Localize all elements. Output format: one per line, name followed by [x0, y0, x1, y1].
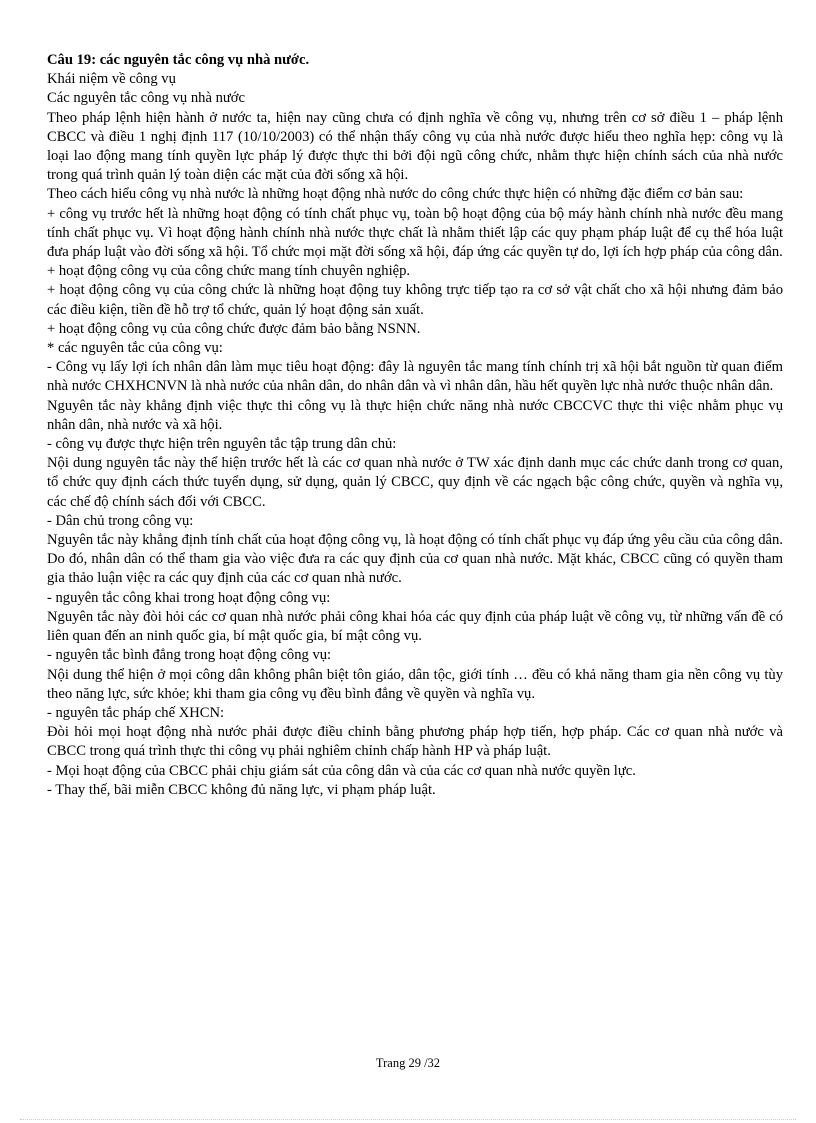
document-body [47, 51, 783, 800]
paragraph: - nguyên tắc bình đẳng trong hoạt động công vụ: [47, 647, 332, 664]
question-title: Câu 19: các nguyên tắc công vụ nhà nước. [47, 52, 310, 68]
paragraph: Nguyên tắc này khẳng định việc thực thi công vụ là thực hiện chức năng nhà nước CBCCVC thực thi việc nhằm phục vụ nhân dân, nhà nước và xã hội. [47, 397, 783, 433]
paragraph: - Mọi hoạt động của CBCC phải chịu giám sát của công dân và của các cơ quan nhà nước quyền lực. [47, 762, 636, 779]
paragraph: - nguyên tắc pháp chế XHCN: [47, 704, 225, 721]
paragraph: Nội dung nguyên tắc này thể hiện trước hết là các cơ quan nhà nước ở TW xác định danh mục các chức danh trong cơ quan, tổ chức quy định cách thức tuyển dụng, sử dụng, quản lý CBCC, quy định về các ngạch bậc công chức, quyền và nghĩa vụ, các chế độ chính sách đối với CBCC. [47, 455, 783, 510]
page-bottom-divider [20, 1119, 796, 1120]
paragraph: Nguyên tắc này đòi hỏi các cơ quan nhà nước phải công khai hóa các quy định của pháp luật về công vụ, từ những vấn đề có liên quan đến an ninh quốc gia, bí mật quốc gia, bí mật công vụ. [47, 608, 783, 645]
paragraph: Khái niệm về công vụ [47, 71, 176, 88]
paragraph: Nội dung thể hiện ở mọi công dân không phân biệt tôn giáo, dân tộc, giới tính … đều có khả năng tham gia nền công vụ tùy theo năng lực, sức khỏe; khi tham gia công vụ đều bình đẳng về quyền và nghĩa vụ. [47, 666, 783, 702]
paragraph: - Dân chủ trong công vụ: [47, 512, 194, 529]
paragraph: + hoạt động công vụ của công chức được đảm bảo bằng NSNN. [47, 320, 421, 337]
paragraph: Đòi hỏi mọi hoạt động nhà nước phải được điều chỉnh bằng phương pháp hợp tiến, hợp pháp. Các cơ quan nhà nước và CBCC trong quá trình thực thi công vụ phải nghiêm chỉnh chấp hành HP và pháp luật. [47, 724, 783, 760]
paragraph: - nguyên tắc công khai trong hoạt động công vụ: [47, 589, 331, 606]
paragraph: Theo pháp lệnh hiện hành ở nước ta, hiện nay cũng chưa có định nghĩa về công vụ, nhưng trên cơ sở điều 1 – pháp lệnh CBCC và điều 1 nghị định 117 (10/10/2003) có thể nhận thấy công vụ của nhà nước được hiểu theo nghĩa hẹp: công vụ là loại lao động mang tính quyền lực pháp lý được thực thi bởi đội ngũ công chức, nhằm thực hiện chính sách của nhà nước trong quá trình quản lý toàn diện các mặt của đời sống xã hội. [47, 109, 783, 184]
paragraph: * các nguyên tắc của công vụ: [47, 340, 223, 357]
paragraph: - Công vụ lấy lợi ích nhân dân làm mục tiêu hoạt động: đây là nguyên tắc mang tính chính trị xã hội bắt nguồn từ quan điểm nhà nước CHXHCNVN là nhà nước của nhân dân, do nhân dân và vì nhân dân, hầu hết quyền lực nhà nước thuộc nhân dân. [47, 359, 783, 395]
paragraph: - Thay thế, bãi miễn CBCC không đủ năng lực, vi phạm pháp luật. [47, 781, 436, 798]
paragraph: + hoạt động công vụ của công chức mang tính chuyên nghiệp. [47, 263, 411, 280]
paragraph: Theo cách hiểu công vụ nhà nước là những hoạt động nhà nước do công chức thực hiện có những đặc điểm cơ bản sau: [47, 186, 744, 203]
paragraph: Các nguyên tắc công vụ nhà nước [47, 90, 245, 107]
paragraph: + công vụ trước hết là những hoạt động có tính chất phục vụ, toàn bộ hoạt động của bộ máy hành chính nhà nước đều mang tính chất phục vụ. Vì hoạt động hành chính nhà nước thực chất là nhằm thiết lập các quy phạm pháp luật để cụ thể hóa luật đưa pháp luật vào đời sống xã hội. Tổ chức mọi mặt đời sống xã hội, đáp ứng các quyền tự do, lợi ích hợp pháp của công dân. [47, 205, 783, 261]
paragraph: - công vụ được thực hiện trên nguyên tắc tập trung dân chủ: [47, 436, 397, 453]
page-number: Trang 29 /32 [375, 1056, 441, 1070]
paragraph: Nguyên tắc này khẳng định tính chất của hoạt động công vụ, là hoạt động có tính chất phục vụ đáp ứng yêu cầu của công dân. Do đó, nhân dân có thể tham gia vào việc đưa ra các quy định của cơ quan nhà nước. Mặt khác, CBCC cũng có quyền tham gia thảo luận việc ra các quy định của các cơ quan nhà nước. [47, 532, 783, 587]
paragraph: + hoạt động công vụ của công chức là những hoạt động tuy không trực tiếp tạo ra cơ sở vật chất cho xã hội nhưng đảm bảo các điều kiện, tiền đề hỗ trợ tổ chức, quản lý hoạt động sản xuất. [47, 282, 783, 318]
